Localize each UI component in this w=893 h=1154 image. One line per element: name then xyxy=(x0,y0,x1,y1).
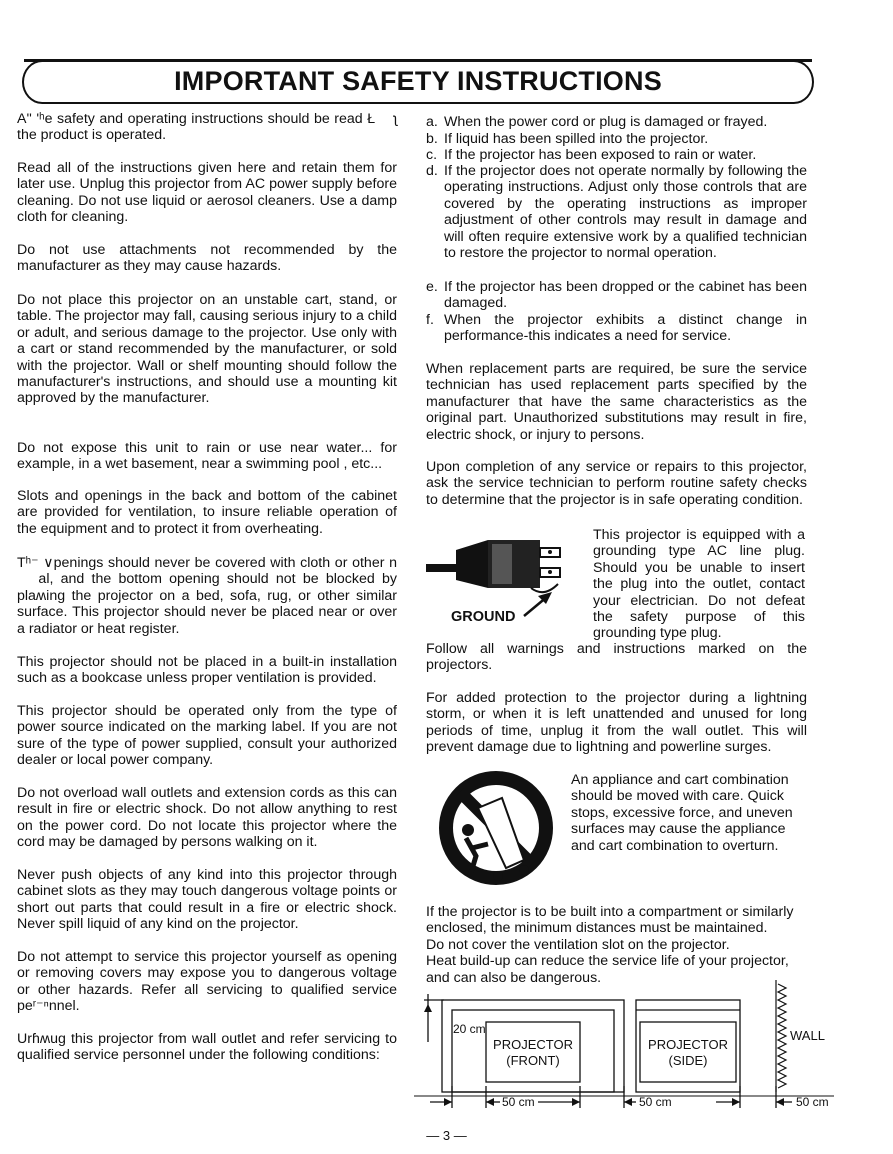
para-slots: Slots and openings in the back and bottom of the cabinet are provided for ventilation, to insure reliable operation of the equipment and to protect it from overheating. xyxy=(17,488,397,537)
right-para-follow xyxy=(426,641,807,674)
para-water: Do not expose this unit to rain or use near water... for example, in a wet basement, near a swimming pool , etc... xyxy=(17,440,397,473)
para-unstable: Do not place this projector on an unstable cart, stand, or table. The projector may fall, causing serious injury to a child or adult, and serious damage to the projector. Use only with a cart or stand recommended by the manufacturer, or sold with the projector. Wall or shelf mounting should follow the manufacturer's instructions, and should use a mounting kit approved by the manufacturer. xyxy=(17,292,397,407)
left-para-6 xyxy=(17,488,397,537)
list-label: d. xyxy=(426,163,438,179)
ground-label: GROUND xyxy=(451,609,516,625)
plug-icon xyxy=(426,540,560,592)
list-item xyxy=(426,114,807,130)
para-openings: Tʰ⁻ ∨penings should never be covered with cloth or other n al, and the bottom opening should not be blocked by plaʍing the projector on a bed, sofa, rug, or other similar surface. This projector should never be placed near or over a radiator or heat register. xyxy=(17,555,397,637)
para-lightning: For added protection to the projector during a lightning storm, or when it is left unattended and unused for long periods of time, unplug it from the wall outlet. This will prevent damage due to lightning and powerline surges. xyxy=(426,690,807,756)
left-para-11 xyxy=(17,867,397,933)
left-para-12 xyxy=(17,949,397,1015)
para-objects: Never push objects of any kind into this projector through cabinet slots as they may touch dangerous voltage points or short out parts that could result in a fire or electric shock. Never spill liquid of any kind on the projector. xyxy=(17,867,397,933)
right-para-lightning xyxy=(426,690,807,756)
cart-warning-text: An appliance and cart combination should be moved with care. Quick stops, excessive force, and uneven surfaces may cause the appliance and cart combination to overturn. xyxy=(571,772,793,854)
distance-label-1: 50 cm xyxy=(502,1095,535,1109)
left-para-10 xyxy=(17,785,397,851)
side-label-2: (SIDE) xyxy=(668,1053,708,1068)
left-para-8 xyxy=(17,654,397,687)
wall-label: WALL xyxy=(790,1028,825,1043)
right-para-replacement xyxy=(426,361,807,443)
para-completion: Upon completion of any service or repairs to this projector, ask the service technician to perform routine safety checks to determine that the projector is in safe operating condition. xyxy=(426,459,807,508)
top-gap-label: 20 cm xyxy=(453,1022,486,1036)
side-label-1: PROJECTOR xyxy=(648,1037,728,1052)
list-label: b. xyxy=(426,131,438,147)
para-builtin: This projector should not be placed in a built-in installation such as a bookcase unless proper ventilation is provided. xyxy=(17,654,397,687)
no-cart-icon xyxy=(446,778,546,881)
para-overload: Do not overload wall outlets and extension cords as this can result in fire or electric shock. Do not allow anything to rest on the power cord. Do not locate this projector where the cord may be damaged by persons walking on it. xyxy=(17,785,397,851)
distance-label-2: 50 cm xyxy=(639,1095,672,1109)
side-label xyxy=(640,1037,736,1069)
left-para-9 xyxy=(17,703,397,769)
para-attachments: Do not use attachments not recommended by the manufacturer as they may cause hazards. xyxy=(17,242,397,275)
page-number: — 3 — xyxy=(426,1128,467,1143)
list-item xyxy=(426,131,807,147)
wall-hatch xyxy=(776,980,786,1092)
list-label: f. xyxy=(426,312,434,328)
distance-label-3: 50 cm xyxy=(796,1095,829,1109)
list-text: If the projector has been dropped or the cabinet has been damaged. xyxy=(444,279,807,312)
ground-arrow-icon xyxy=(524,592,552,616)
front-label-1: PROJECTOR xyxy=(493,1037,573,1052)
left-para-7 xyxy=(17,555,397,637)
left-para-4 xyxy=(17,292,397,407)
left-para-1 xyxy=(17,111,397,144)
page-title: IMPORTANT SAFETY INSTRUCTIONS xyxy=(174,66,662,96)
arrow-up-icon xyxy=(424,1004,432,1012)
list-label: e. xyxy=(426,279,438,295)
list-text: If liquid has been spilled into the projector. xyxy=(444,131,709,147)
para-compartment-3: Heat build-up can reduce the service life of your projector, and can also be dangerous. xyxy=(426,953,789,986)
title-box xyxy=(22,60,814,104)
para-compartment-1: If the projector is to be built into a compartment or similarly enclosed, the minimum distances must be maintained. xyxy=(426,904,794,937)
para-follow: Follow all warnings and instructions marked on the projectors. xyxy=(426,641,807,674)
right-para-compartment xyxy=(426,904,807,986)
para-service: Do not attempt to service this projector yourself as opening or removing covers may expose you to dangerous voltage or other hazards. Refer all servicing to qualified service peʳ⁻ⁿnnel. xyxy=(17,949,397,1015)
para-compartment-2: Do not cover the ventilation slot on the projector. xyxy=(426,936,730,953)
left-para-3 xyxy=(17,242,397,275)
list-text: If the projector does not operate normally by following the operating instructions. Adjust only those controls that are covered by the operating instructions as improper adjustment of other controls may result in damage and will often require extensive work by a qualified technician to restore the projector to normal operation. xyxy=(444,163,807,262)
list-item xyxy=(426,312,807,345)
list-item xyxy=(426,147,807,163)
left-para-5 xyxy=(17,440,397,473)
para-power: This projector should be operated only from the type of power source indicated on the marking label. If you are not sure of the type of power supplied, consult your authorized dealer or local power company. xyxy=(17,703,397,769)
cart-warning-illustration xyxy=(436,768,556,892)
dimension-lines xyxy=(414,1086,834,1108)
left-para-2 xyxy=(17,160,397,226)
list-text: If the projector has been exposed to rain or water. xyxy=(444,147,757,163)
para-read: Read all of the instructions given here and retain them for later use. Unplug this projector from AC power supply before cleaning. Do not use liquid or aerosol cleaners. Use a damp cloth for cleaning. xyxy=(17,160,397,226)
list-label: c. xyxy=(426,147,438,163)
list-text: When the projector exhibits a distinct change in performance-this indicates a need for service. xyxy=(444,312,807,345)
para-intro: A'' 'ʰe safety and operating instructions should be read Ł ʅ the product is operated. xyxy=(17,111,397,144)
list-item xyxy=(426,163,807,261)
front-label-2: (FRONT) xyxy=(506,1053,560,1068)
para-unplug: Urɦʍug this projector from wall outlet and refer servicing to qualified service personnel under the following conditions: xyxy=(17,1031,397,1064)
list-item xyxy=(426,279,807,312)
list-label: a. xyxy=(426,114,438,130)
list-text: When the power cord or plug is damaged or frayed. xyxy=(444,114,768,130)
right-para-completion xyxy=(426,459,807,508)
front-label xyxy=(486,1037,580,1069)
ventilation-diagram xyxy=(414,980,834,1110)
grounding-text: This projector is equipped with a grounding type AC line plug. Should you be unable to insert the plug into the outlet, contact your electrician. Do not defeat the safety purpose of this grounding type plug. xyxy=(593,527,805,642)
left-para-13 xyxy=(17,1031,397,1064)
para-replacement: When replacement parts are required, be sure the service technician has used replacement parts specified by the manufacturer that have the same characteristics as the original part. Unauthorized substitutions may result in fire, electric shock, or injury to persons. xyxy=(426,361,807,443)
